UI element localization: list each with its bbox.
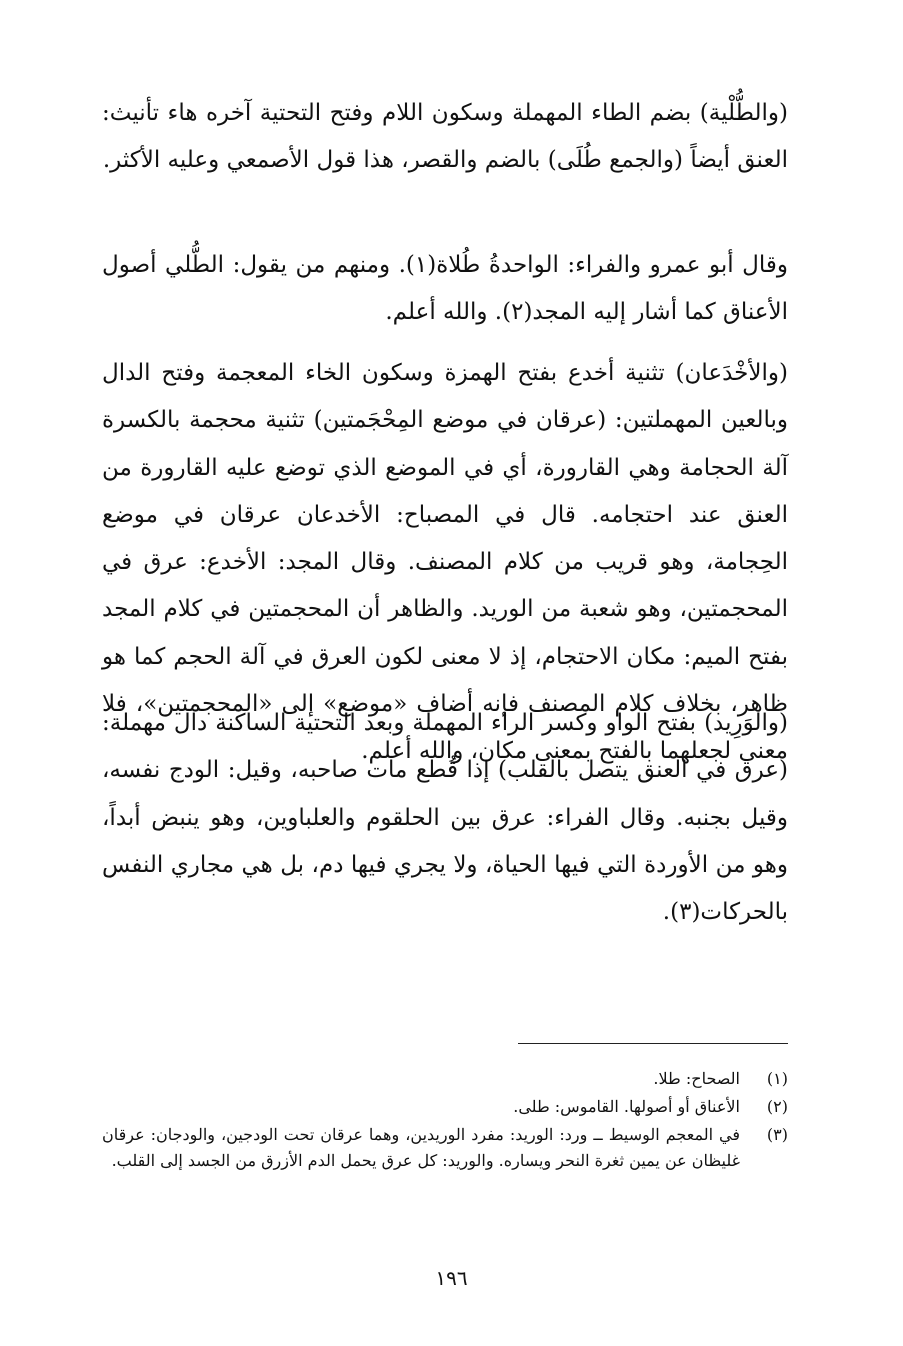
paragraph-text: (والطُّلْية) بضم الطاء المهملة وسكون اللام وفتح التحتية آخره هاء تأنيث: العنق أيضاً (والجمع طُلَى) بالضم والقصر، هذا قول الأصمعي وعليه الأكثر. — [102, 100, 788, 174]
footnote-number: (٣) — [766, 1125, 788, 1144]
footnotes — [102, 1066, 788, 1176]
paragraph-text: (والوَرِيد) بفتح الواو وكسر الراء المهملة وبعد التحتية الساكنة دال مهملة: (عرق في العنق يتصل بالقلب) إذا قُطع مات صاحبه، وقيل: الودج نفسه، وقيل بجنبه. وقال الفراء: عرق بين الحلقوم والعلباوين، وهو ينبض أبداً، وهو من الأوردة التي فيها الحياة، ولا يجري فيها دم، بل هي مجاري النفس بالحركات(٣). — [102, 710, 788, 926]
footnote-number: (٢) — [766, 1097, 788, 1116]
paragraph-abu-amr — [102, 242, 788, 337]
footnote-text: الأعناق أو أصولها. القاموس: طلى. — [513, 1097, 740, 1116]
paragraph-text: (والأخْدَعان) تثنية أخدع بفتح الهمزة وسكون الخاء المعجمة وفتح الدال وبالعين المهملتين: (عرقان في موضع المِحْجَمتين) تثنية محجمة بالكسرة آلة الحجامة وهي القارورة، أي في الموضع الذي توضع عليه القارورة من العنق عند احتجامه. قال في المصباح: الأخدعان عرقان في موضع الحِجامة، وهو قريب من كلام المصنف. وقال المجد: الأخدع: عرق في المحجمتين، وهو شعبة من الوريد. والظاهر أن المحجمتين في كلام المجد بفتح الميم: مكان الاحتجام، إذ لا معنى لكون العرق في آلة الحجم كما هو ظاهر، بخلاف كلام المصنف فإنه أضاف «موضع» إلى «المحجمتين»، فلا معنى لجعلهما بالفتح بمعنى مكان، والله أعلم. — [102, 360, 788, 765]
footnote-divider — [518, 1043, 788, 1044]
paragraph-text: وقال أبو عمرو والفراء: الواحدةُ طُلاة(١). ومنهم من يقول: الطُّلي أصول الأعناق كما أشار إليه المجد(٢). والله أعلم. — [102, 252, 788, 326]
footnote-number: (١) — [766, 1069, 788, 1088]
footnote-item — [102, 1066, 788, 1092]
paragraph-wareed — [102, 700, 788, 936]
footnote-text: في المعجم الوسيط ــ ورد: الوريد: مفرد الوريدين، وهما عرقان تحت الودجين، والودجان: عرقان غليظان عن يمين ثغرة النحر ويساره. والوريد: كل عرق يحمل الدم الأزرق من الجسد إلى القلب. — [102, 1125, 740, 1170]
paragraph-tulya — [102, 90, 788, 185]
page-number: ١٩٦ — [435, 1266, 468, 1290]
footnote-item — [102, 1094, 788, 1120]
footnote-item — [102, 1122, 788, 1174]
footnote-text: الصحاح: طلا. — [653, 1069, 740, 1088]
